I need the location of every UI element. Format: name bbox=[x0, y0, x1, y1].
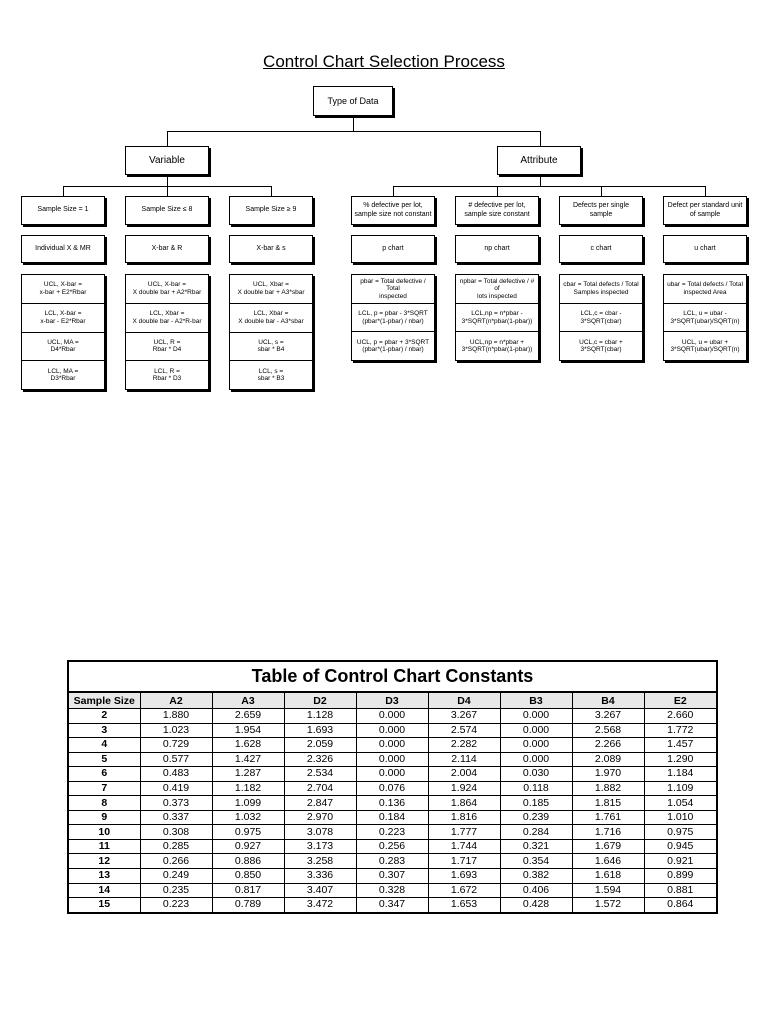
constant-cell: 0.886 bbox=[212, 854, 284, 869]
attribute-formula-stack bbox=[663, 274, 747, 361]
constant-cell: 2.660 bbox=[644, 709, 716, 724]
formula-cell: UCL, X-bar = X double bar + A2*Rbar bbox=[132, 281, 202, 296]
constants-table-title: Table of Control Chart Constants bbox=[69, 662, 716, 692]
constant-cell: 0.850 bbox=[212, 869, 284, 884]
column-header: B4 bbox=[572, 693, 644, 709]
constant-cell: 2.059 bbox=[284, 738, 356, 753]
formula-cell: UCL, u = ubar + 3*SQRT(ubar)/SQRT(n) bbox=[664, 331, 746, 360]
constant-cell: 0.975 bbox=[212, 825, 284, 840]
column-header: E2 bbox=[644, 693, 716, 709]
formula-cell: LCL, Xbar = X double bar - A2*R-bar bbox=[126, 303, 208, 332]
constant-cell: 0.000 bbox=[356, 723, 428, 738]
constant-cell: 0.000 bbox=[356, 738, 428, 753]
constant-cell: 2.326 bbox=[284, 752, 356, 767]
constant-cell: 3.267 bbox=[428, 709, 500, 724]
constant-cell: 1.054 bbox=[644, 796, 716, 811]
constant-cell: 2.534 bbox=[284, 767, 356, 782]
constant-cell: 0.881 bbox=[644, 883, 716, 898]
constant-cell: 0.284 bbox=[500, 825, 572, 840]
table-row bbox=[69, 709, 716, 724]
constant-cell: 1.880 bbox=[140, 709, 212, 724]
table-row bbox=[69, 839, 716, 854]
variable-chart-type-box: Individual X & MR bbox=[21, 235, 105, 263]
constant-cell: 0.223 bbox=[356, 825, 428, 840]
table-row bbox=[69, 781, 716, 796]
attribute-sample-condition-box: Defects per single sample bbox=[559, 196, 643, 225]
constant-cell: 2.704 bbox=[284, 781, 356, 796]
sample-size-cell: 6 bbox=[69, 767, 140, 782]
constant-cell: 0.577 bbox=[140, 752, 212, 767]
constant-cell: 0.354 bbox=[500, 854, 572, 869]
constant-cell: 1.772 bbox=[644, 723, 716, 738]
constant-cell: 1.287 bbox=[212, 767, 284, 782]
constant-cell: 0.256 bbox=[356, 839, 428, 854]
sample-size-cell: 11 bbox=[69, 839, 140, 854]
constant-cell: 3.472 bbox=[284, 898, 356, 912]
table-row bbox=[69, 767, 716, 782]
constant-cell: 1.815 bbox=[572, 796, 644, 811]
constant-cell: 3.336 bbox=[284, 869, 356, 884]
constant-cell: 1.572 bbox=[572, 898, 644, 912]
constant-cell: 0.945 bbox=[644, 839, 716, 854]
constant-cell: 1.744 bbox=[428, 839, 500, 854]
constant-cell: 0.373 bbox=[140, 796, 212, 811]
table-row bbox=[69, 796, 716, 811]
constant-cell: 1.882 bbox=[572, 781, 644, 796]
constant-cell: 0.307 bbox=[356, 869, 428, 884]
variable-chart-type-box: X-bar & R bbox=[125, 235, 209, 263]
table-row bbox=[69, 854, 716, 869]
formula-cell: LCL, R = Rbar * D3 bbox=[126, 360, 208, 389]
constant-cell: 0.239 bbox=[500, 810, 572, 825]
constant-cell: 1.970 bbox=[572, 767, 644, 782]
column-header: A2 bbox=[140, 693, 212, 709]
constant-cell: 1.693 bbox=[284, 723, 356, 738]
constant-cell: 1.457 bbox=[644, 738, 716, 753]
constant-cell: 2.574 bbox=[428, 723, 500, 738]
constant-cell: 2.004 bbox=[428, 767, 500, 782]
constant-cell: 0.927 bbox=[212, 839, 284, 854]
constant-cell: 0.030 bbox=[500, 767, 572, 782]
variable-node: Variable bbox=[125, 146, 209, 175]
constant-cell: 0.285 bbox=[140, 839, 212, 854]
constant-cell: 1.672 bbox=[428, 883, 500, 898]
constant-cell: 0.921 bbox=[644, 854, 716, 869]
constant-cell: 1.816 bbox=[428, 810, 500, 825]
sample-size-cell: 10 bbox=[69, 825, 140, 840]
column-header: Sample Size bbox=[69, 693, 140, 709]
formula-cell: UCL, p = pbar + 3*SQRT (pbar*(1-pbar) / nbar) bbox=[352, 331, 434, 360]
constants-table-header-row bbox=[69, 693, 716, 709]
constant-cell: 1.628 bbox=[212, 738, 284, 753]
sample-size-cell: 3 bbox=[69, 723, 140, 738]
constant-cell: 0.483 bbox=[140, 767, 212, 782]
sample-size-cell: 15 bbox=[69, 898, 140, 912]
column-header: A3 bbox=[212, 693, 284, 709]
variable-chart-type-box: X-bar & s bbox=[229, 235, 313, 263]
attribute-formula-stack bbox=[455, 274, 539, 361]
constant-cell: 3.173 bbox=[284, 839, 356, 854]
formula-cell: pbar = Total defective / Total inspected bbox=[360, 277, 426, 300]
constant-cell: 0.136 bbox=[356, 796, 428, 811]
table-row bbox=[69, 869, 716, 884]
formula-cell: UCL, R = Rbar * D4 bbox=[126, 332, 208, 361]
formula-cell: UCL,np = n*pbar + 3*SQRT(n*pbar(1-pbar)) bbox=[456, 331, 538, 360]
constant-cell: 3.267 bbox=[572, 709, 644, 724]
formula-cell: LCL,c = cbar - 3*SQRT(cbar) bbox=[560, 303, 642, 332]
attribute-sample-condition-box: Defect per standard unit of sample bbox=[663, 196, 747, 225]
constant-cell: 1.924 bbox=[428, 781, 500, 796]
sample-size-cell: 14 bbox=[69, 883, 140, 898]
variable-sample-condition-box: Sample Size ≥ 9 bbox=[229, 196, 313, 225]
table-row bbox=[69, 825, 716, 840]
constant-cell: 2.266 bbox=[572, 738, 644, 753]
constant-cell: 3.407 bbox=[284, 883, 356, 898]
sample-size-cell: 9 bbox=[69, 810, 140, 825]
constant-cell: 2.089 bbox=[572, 752, 644, 767]
formula-cell: LCL, s = sbar * B3 bbox=[230, 360, 312, 389]
variable-formula-stack bbox=[229, 274, 313, 390]
sample-size-cell: 12 bbox=[69, 854, 140, 869]
constant-cell: 1.761 bbox=[572, 810, 644, 825]
constant-cell: 1.716 bbox=[572, 825, 644, 840]
constants-table bbox=[67, 660, 718, 914]
constant-cell: 1.646 bbox=[572, 854, 644, 869]
page-title: Control Chart Selection Process bbox=[263, 52, 505, 71]
formula-cell: cbar = Total defects / Total Samples inspected bbox=[563, 281, 639, 296]
attribute-chart-type-box: p chart bbox=[351, 235, 435, 263]
table-row bbox=[69, 738, 716, 753]
constant-cell: 1.184 bbox=[644, 767, 716, 782]
constant-cell: 0.864 bbox=[644, 898, 716, 912]
constant-cell: 0.223 bbox=[140, 898, 212, 912]
constant-cell: 1.777 bbox=[428, 825, 500, 840]
column-header: B3 bbox=[500, 693, 572, 709]
attribute-sample-condition-box: % defective per lot, sample size not constant bbox=[351, 196, 435, 225]
constant-cell: 0.283 bbox=[356, 854, 428, 869]
constant-cell: 0.347 bbox=[356, 898, 428, 912]
constant-cell: 2.970 bbox=[284, 810, 356, 825]
constant-cell: 0.000 bbox=[356, 752, 428, 767]
attribute-sample-condition-box: # defective per lot, sample size constant bbox=[455, 196, 539, 225]
formula-cell: LCL, p = pbar - 3*SQRT (pbar*(1-pbar) / nbar) bbox=[352, 303, 434, 332]
constant-cell: 1.010 bbox=[644, 810, 716, 825]
formula-cell: UCL, s = sbar * B4 bbox=[230, 332, 312, 361]
constant-cell: 1.679 bbox=[572, 839, 644, 854]
constant-cell: 0.000 bbox=[500, 723, 572, 738]
constant-cell: 2.114 bbox=[428, 752, 500, 767]
formula-cell: LCL, X-bar = x-bar - E2*Rbar bbox=[22, 303, 104, 332]
constant-cell: 2.282 bbox=[428, 738, 500, 753]
formula-cell: UCL,c = cbar + 3*SQRT(cbar) bbox=[560, 331, 642, 360]
constant-cell: 0.328 bbox=[356, 883, 428, 898]
attribute-formula-stack bbox=[351, 274, 435, 361]
attribute-chart-type-box: u chart bbox=[663, 235, 747, 263]
sample-size-cell: 13 bbox=[69, 869, 140, 884]
constant-cell: 1.864 bbox=[428, 796, 500, 811]
column-header: D3 bbox=[356, 693, 428, 709]
attribute-chart-type-box: np chart bbox=[455, 235, 539, 263]
constant-cell: 0.000 bbox=[500, 738, 572, 753]
constant-cell: 0.406 bbox=[500, 883, 572, 898]
constant-cell: 1.290 bbox=[644, 752, 716, 767]
constant-cell: 0.337 bbox=[140, 810, 212, 825]
constant-cell: 1.023 bbox=[140, 723, 212, 738]
constant-cell: 1.032 bbox=[212, 810, 284, 825]
constant-cell: 0.419 bbox=[140, 781, 212, 796]
formula-cell: UCL, X-bar = x-bar + E2*Rbar bbox=[39, 281, 87, 296]
formula-cell: UCL, MA = D4*Rbar bbox=[22, 332, 104, 361]
constant-cell: 2.659 bbox=[212, 709, 284, 724]
constant-cell: 0.118 bbox=[500, 781, 572, 796]
constant-cell: 0.321 bbox=[500, 839, 572, 854]
sample-size-cell: 4 bbox=[69, 738, 140, 753]
constant-cell: 0.729 bbox=[140, 738, 212, 753]
formula-cell: npbar = Total defective / # of lots inspected bbox=[459, 277, 535, 300]
constant-cell: 1.618 bbox=[572, 869, 644, 884]
formula-cell: LCL,np = n*pbar - 3*SQRT(n*pbar(1-pbar)) bbox=[456, 303, 538, 332]
constant-cell: 1.109 bbox=[644, 781, 716, 796]
constant-cell: 1.099 bbox=[212, 796, 284, 811]
attribute-chart-type-box: c chart bbox=[559, 235, 643, 263]
constant-cell: 3.078 bbox=[284, 825, 356, 840]
constant-cell: 1.594 bbox=[572, 883, 644, 898]
constant-cell: 1.653 bbox=[428, 898, 500, 912]
variable-sample-condition-box: Sample Size = 1 bbox=[21, 196, 105, 225]
sample-size-cell: 2 bbox=[69, 709, 140, 724]
constant-cell: 0.975 bbox=[644, 825, 716, 840]
variable-formula-stack bbox=[125, 274, 209, 390]
formula-cell: UCL, Xbar = X double bar + A3*sbar bbox=[237, 281, 305, 296]
constant-cell: 0.308 bbox=[140, 825, 212, 840]
variable-sample-condition-box: Sample Size ≤ 8 bbox=[125, 196, 209, 225]
table-row bbox=[69, 810, 716, 825]
constant-cell: 0.000 bbox=[500, 752, 572, 767]
table-row bbox=[69, 883, 716, 898]
constant-cell: 0.249 bbox=[140, 869, 212, 884]
constant-cell: 0.000 bbox=[356, 709, 428, 724]
column-header: D4 bbox=[428, 693, 500, 709]
constant-cell: 0.382 bbox=[500, 869, 572, 884]
constant-cell: 0.184 bbox=[356, 810, 428, 825]
type-of-data-node: Type of Data bbox=[313, 86, 393, 116]
constant-cell: 0.899 bbox=[644, 869, 716, 884]
constant-cell: 0.000 bbox=[356, 767, 428, 782]
sample-size-cell: 5 bbox=[69, 752, 140, 767]
constant-cell: 1.182 bbox=[212, 781, 284, 796]
constant-cell: 0.428 bbox=[500, 898, 572, 912]
constant-cell: 3.258 bbox=[284, 854, 356, 869]
formula-cell: LCL, u = ubar - 3*SQRT(ubar)/SQRT(n) bbox=[664, 303, 746, 332]
table-row bbox=[69, 723, 716, 738]
constant-cell: 0.185 bbox=[500, 796, 572, 811]
constant-cell: 0.789 bbox=[212, 898, 284, 912]
table-row bbox=[69, 898, 716, 912]
constant-cell: 1.128 bbox=[284, 709, 356, 724]
table-row bbox=[69, 752, 716, 767]
constant-cell: 1.717 bbox=[428, 854, 500, 869]
constant-cell: 2.568 bbox=[572, 723, 644, 738]
constant-cell: 1.427 bbox=[212, 752, 284, 767]
constant-cell: 0.266 bbox=[140, 854, 212, 869]
formula-cell: LCL, MA = D3*Rbar bbox=[22, 360, 104, 389]
constant-cell: 0.000 bbox=[500, 709, 572, 724]
attribute-node: Attribute bbox=[497, 146, 581, 175]
variable-formula-stack bbox=[21, 274, 105, 390]
formula-cell: LCL, Xbar = X double bar - A3*sbar bbox=[230, 303, 312, 332]
attribute-formula-stack bbox=[559, 274, 643, 361]
column-header: D2 bbox=[284, 693, 356, 709]
sample-size-cell: 8 bbox=[69, 796, 140, 811]
constant-cell: 0.817 bbox=[212, 883, 284, 898]
constant-cell: 0.235 bbox=[140, 883, 212, 898]
formula-cell: ubar = Total defects / Total inspected Area bbox=[667, 281, 743, 296]
sample-size-cell: 7 bbox=[69, 781, 140, 796]
constant-cell: 2.847 bbox=[284, 796, 356, 811]
constant-cell: 1.693 bbox=[428, 869, 500, 884]
constant-cell: 1.954 bbox=[212, 723, 284, 738]
constant-cell: 0.076 bbox=[356, 781, 428, 796]
